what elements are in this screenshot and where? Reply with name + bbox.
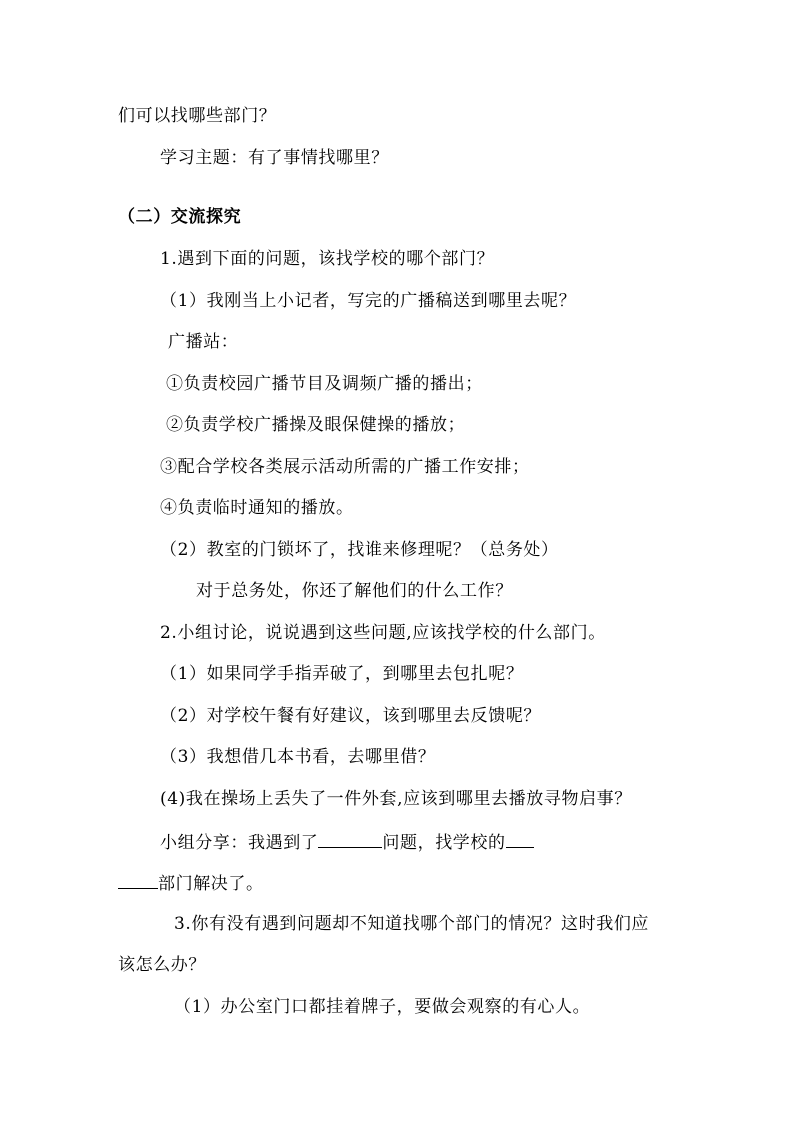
subquestion: （1）办公室门口都挂着牌子，要做会观察的有心人。 [174, 997, 591, 1017]
question-1: 1.遇到下面的问题，该找学校的哪个部门？ [160, 249, 495, 269]
subquestion: （1）我刚当上小记者，写完的广播稿送到哪里去呢？ [160, 291, 577, 311]
subquestion: (4)我在操场上丢失了一件外套,应该到哪里去播放寻物启事？ [160, 789, 632, 809]
section-heading: （二）交流探究 [118, 207, 242, 227]
text-segment: 部门解决了。 [158, 874, 264, 894]
text-segment: 问题，找学校的 [382, 833, 506, 853]
fill-blank [506, 829, 534, 848]
subquestion: （2）教室的门锁坏了，找谁来修理呢？（总务处） [160, 540, 559, 560]
learning-topic: 学习主题：有了事情找哪里？ [160, 148, 389, 168]
fill-blank [318, 829, 382, 848]
subquestion: （3）我想借几本书看，去哪里借？ [160, 747, 436, 767]
subquestion: （1）如果同学手指弄破了，到哪里去包扎呢？ [160, 664, 524, 684]
list-item: ②负责学校广播操及眼保健操的播放； [166, 415, 466, 435]
question-2: 2.小组讨论，说说遇到这些问题,应该找学校的什么部门。 [160, 623, 606, 643]
group-share-line [118, 870, 264, 896]
list-item: ③配合学校各类展示活动所需的广播工作安排； [160, 457, 530, 477]
text-line: 对于总务处，你还了解他们的什么工作？ [196, 581, 513, 601]
text-line: 们可以找哪些部门？ [118, 106, 277, 126]
list-item: ①负责校园广播节目及调频广播的播出； [166, 374, 483, 394]
list-item: ④负责临时通知的播放。 [160, 498, 354, 518]
question-3: 3.你有没有遇到问题却不知道找哪个部门的情况？这时我们应 [174, 914, 650, 934]
text-line: 广播站： [168, 332, 239, 352]
fill-blank [118, 870, 158, 889]
subquestion: （2）对学校午餐有好建议，该到哪里去反馈呢？ [160, 706, 542, 726]
text-line: 该怎么办？ [118, 955, 206, 975]
text-segment: 小组分享：我遇到了 [160, 833, 319, 853]
group-share-line [160, 829, 534, 855]
